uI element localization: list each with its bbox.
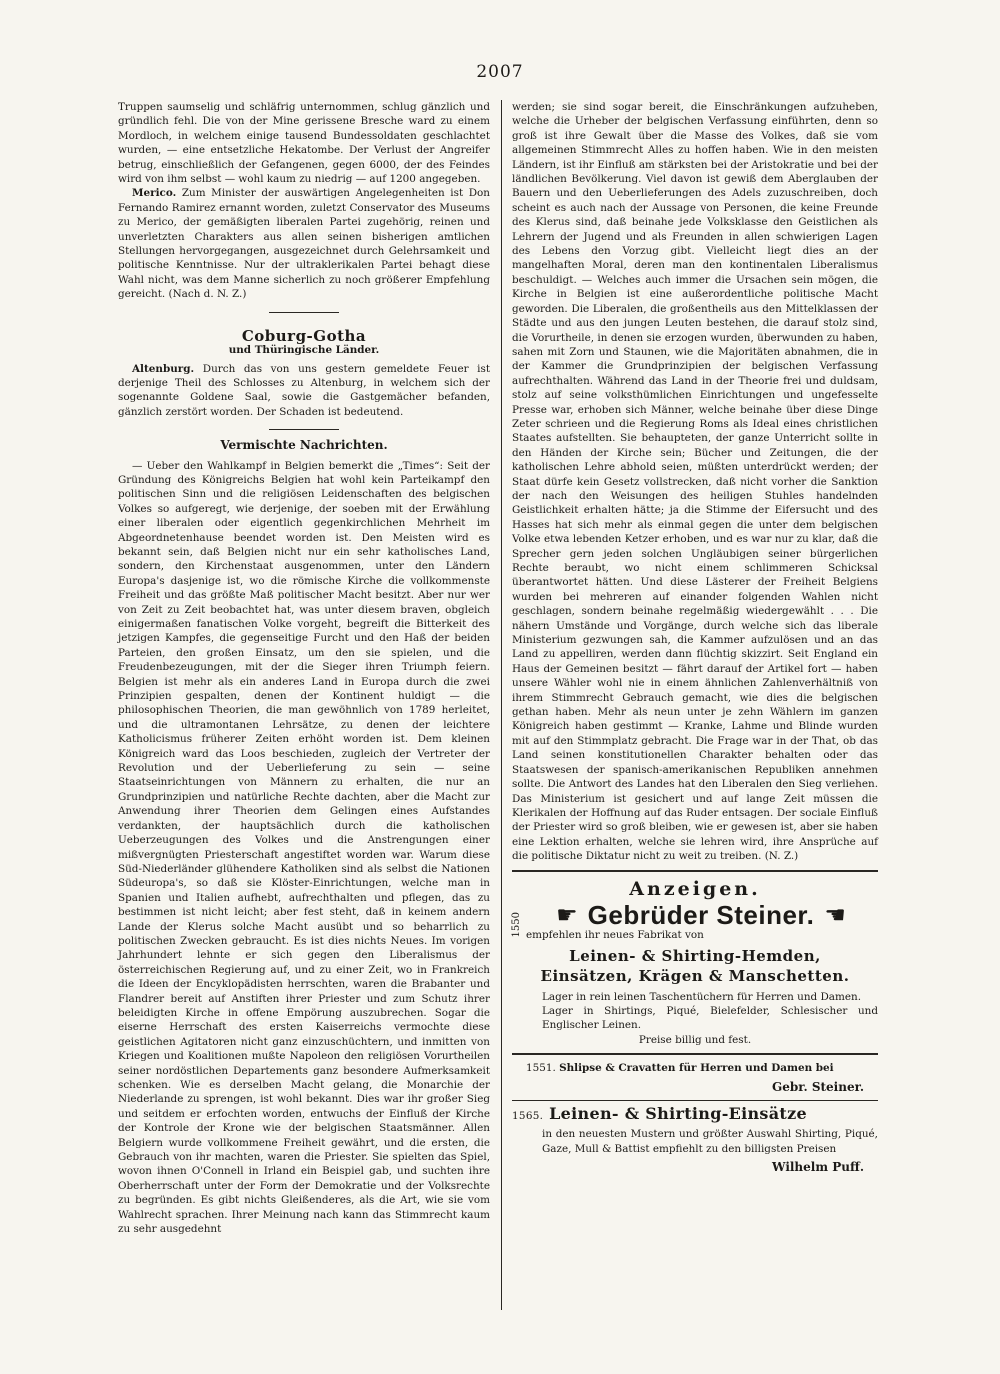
altenburg-text: Durch das von uns gestern gemeldete Feuer ist derjenige Theil des Schlosses zu Altenburg, in welchem sich der sogenannte Goldene Saal, sowie die Gastgemächer befanden, gänzlich zerstört worden. Der Schaden ist bedeutend. bbox=[118, 362, 490, 418]
section-divider bbox=[269, 429, 339, 430]
right-column bbox=[512, 100, 878, 1175]
ad-signature: Wilhelm Puff. bbox=[772, 1160, 864, 1175]
ad-line bbox=[512, 1061, 878, 1075]
ad-cravatten bbox=[512, 1061, 878, 1094]
mexico-article bbox=[118, 186, 490, 301]
ads-top-rule bbox=[512, 870, 878, 872]
belgium-continuation: werden; sie sind sogar bereit, die Einschränkungen aufzuheben, welche die Urheber der belgischen Verfassung einführten, denn so groß ist ihre Gewalt über die Masse des Volkes, daß sie vom allgemeinen Stimmrecht Alles zu hoffen haben. Wie in den meisten Ländern, ist ihr Einfluß am stärksten bei der Aristokratie und bei der ländlichen Bevölkerung. Viel davon ist gewiß dem Aberglauben der Bauern und den Ueberlieferungen des Adels zuzuschreiben, doch scheint es auch nach der Aussage von Personen, die keine Freunde des Klerus sind, daß beinahe jede Volksklasse den Geistlichen als Lehrern der Jugend und als Freunden in allen schwierigen Lagen des Lebens den Vorzug gibt. Vielleicht liegt dies an der mangelhaften Moral, deren man den kontinentalen Liberalismus beschuldigt. — Welches auch immer die Ursachen sein mögen, die Kirche in Belgien ist eine außerordentliche politische Macht geworden. Die Liberalen, die großentheils aus den Mittelklassen der Städte und aus den jungen Leuten bestehen, die darauf stolz sind, die Vorurtheile, in denen sie erzogen wurden, überwunden zu haben, sahen mit Zorn und Staunen, wie die Majoritäten abnahmen, die in der Kammer die Grundprinzipien der belgischen Verfassung aufrechthalten. Während das Land in der Theorie frei und duldsam, stolz auf seine volksthümlichen Einrichtungen und ungefesselte Presse war, erhoben sich Männer, welche beinahe über diese Dinge Zeter schrieen und die Regierung Roms als Ideal eines christlichen Staates aufstellten. Sie behaupteten, der ganze Unterricht sollte in den Händen der Kirche sein; Bücher und Zeitungen, die der katholischen Lehre abhold seien, müßten unterdrückt werden; der Staat dürfe kein Gesetz vollstrecken, daß nicht vorher die Sanktion der nach den Weisungen des heiligen Stuhles handelnden Geistlichkeit erhalten hätte; ja die Stimme der Eifersucht und des Hasses hat sich mehr als einmal gegen die unter dem belgischen Volke etwa lebenden Ketzer erhoben, und es war nur zu klar, daß die Sprecher gern jeden solchen Ungläubigen seiner bürgerlichen Rechte beraubt, wo nicht einem schlimmeren Schicksal überantwortet hätten. Und diese Lästerer der Freiheit Belgiens wurden bei mehreren auf einander folgenden Wahlen nicht geschlagen, sondern beinahe regelmäßig wiedergewählt . . . Die nähern Umstände und Vorgänge, durch welche sich das liberale Ministerium gezwungen sah, die Kammer aufzulösen und an das Land zu appelliren, werden dann flüchtig skizzirt. Seit England ein Haus der Gemeinen besitzt — fährt darauf der Artikel fort — haben unsere Wähler wohl nie in einem ähnlichen Zahlenverhältniß von ihrem Stimmrecht Gebrauch gemacht, wie dies die belgischen gethan haben. Mehr als neun unter je zehn Wählern im ganzen Königreich haben gestimmt — Kranke, Lahme und Blinde wurden mit auf den Stimmplatz gebracht. Die Frage war in der That, ob das Land seinen konstitutionellen Charakter behalten oder das Staatswesen der spanisch-amerikanischen Republiken annehmen sollte. Die Antwort des Landes hat den Liberalen den Sieg verliehen. Das Ministerium ist gesichert und auf lange Zeit müssen die Klerikalen der Hoffnung auf das Ruder entsagen. Der sociale Einfluß der Priester wird so groß bleiben, wie er gewesen ist, aber sie haben eine Lektion erhalten, welche sie lehren wird, ihre Ansprüche auf die politische Diktatur nicht zu weit zu treiben. (N. Z.) bbox=[512, 101, 878, 863]
ad-steiner bbox=[511, 899, 878, 1047]
ad-heading bbox=[512, 1104, 878, 1123]
firm-name: Gebrüder Steiner. bbox=[587, 899, 815, 930]
vermischte-heading: Vermischte Nachrichten. bbox=[220, 438, 388, 453]
column-divider bbox=[501, 100, 502, 1310]
mexico-text: Zum Minister der auswärtigen Angelegenheiten ist Don Fernando Ramirez ernannt worden, zuletzt Conservator des Museums zu Merico, der gemäßigten liberalen Partei zugehörig, reinen und unverletzten Charakters aus allen seinen bisherigen amtlichen Stellungen hervorgegangen, ausgezeichnet durch Gelehrsamkeit und politische Kenntnisse. Nur der ultraklerikalen Partei behagt diese Wahl nicht, was dem Manne sicherlich zu noch größerer Empfehlung gereicht. (Nach d. N. Z.) bbox=[118, 187, 490, 301]
ad-product: Leinen- & Shirting-Hemden, bbox=[569, 946, 821, 965]
section-divider bbox=[269, 312, 339, 313]
coburg-subheading: und Thüringische Länder. bbox=[228, 344, 380, 357]
mexico-lead: Merico. bbox=[132, 187, 177, 200]
anzeigen-title: Anzeigen. bbox=[629, 877, 761, 900]
ad-separator bbox=[512, 1053, 878, 1055]
ad-line: empfehlen ihr neues Fabrikat von bbox=[526, 929, 704, 942]
altenburg-article bbox=[118, 362, 490, 420]
belgium-article: — Ueber den Wahlkampf in Belgien bemerkt die „Times“: Seit der Gründung des Königreichs Belgien hat wohl kein Parteikampf den politischen Sinn und die religiösen Leidenschaften des belgischen Volkes so aufgeregt, wie derjenige, der soeben mit der Erwählung einer liberalen oder eigentlich gegenkirchlichen Mehrheit im Abgeordnetenhause beendet worden ist. Den Meisten wird es bekannt sein, daß Belgien nicht nur ein sehr katholisches Land, sondern, den Kirchenstaat ausgenommen, unter den Ländern Europa's dasjenige ist, wo die römische Kirche die vollkommenste Freiheit und das größte Maß politischer Macht besitzt. Aber nur wer von Zeit zu Zeit beobachtet hat, was unter diesem braven, obgleich einigermaßen fanatischen Volke vorgeht, begreift die Bitterkeit des jetzigen Kampfes, die gegenseitige Furcht und den Haß der beiden Parteien, den großen Einsatz, um den sie spielen, und die Freudenbezeugungen, mit der die Sieger ihren Triumph feiern. Belgien ist mehr als ein anderes Land in Europa durch die zwei Prinzipien gespalten, denen der Kontinent huldigt — die philosophischen Theorien, die man gewöhnlich von 1789 herleitet, und die ultramontanen Lehrsätze, zu denen der leichtere Katholicismus früherer Zeiten erhöht worden ist. Dem kleinen Königreich ward das Loos beschieden, zugleich der Vertreter der Revolution und der Ueberlieferung zu sein — seine Staatseinrichtungen von Männern zu erhalten, die nur an Grundprinzipien und natürliche Rechte dachten, aber die Macht zur Anwendung ihrer Theorien dem Gelingen eines Aufstandes verdankten, der hauptsächlich durch die katholischen Ueberzeugungen des Volkes und die Anstrengungen einer mißvergnügten Priesterschaft angestiftet worden war. Warum diese Süd-Niederländer glühendere Katholiken sind als selbst die Nationen Südeuropa's, so daß sie Klöster-Einrichtungen, welche man in Spanien und Italien aufhebt, aufrechthalten und pflegen, das zu bestimmen ist nicht leicht; aber fest steht, daß in keinem andern Lande der Klerus solche Macht ausübt und so beharrlich zu politischen Zwecken gebraucht. Es ist dies nichts Neues. Im vorigen Jahrhundert lehnte er sich gegen den Liberalismus der österreichischen Regierung auf, und zu einer Zeit, wo in Frankreich die Ideen der Encyklopädisten herrschten, waren die Brabanter und Flandrer bereit auf Anstiften ihrer Priester und zum Schutz ihrer beleidigten Kirche in offene Empörung auszubrechen. Sogar die eiserne Herrschaft des ersten Kaiserreichs vermochte diese geistlichen Agitatoren nicht ganz einzuschüchtern, und inmitten von Kriegen und Koalitionen mußte Napoleon den religiösen Vorurtheilen seiner nordöstlichen Departements ganz besondere Aufmerksamkeit schenken. Wie es derselben Macht gelang, die Monarchie der Niederlande zu sprengen, ist wohl bekannt. Dies war ihr großer Sieg und seitdem er erfochten worden, entwuchs der Einfluß der Kirche der Kontrole der Krone wie der belgischen Staatsmänner. Allen Belgiern wurde vollkommene Freiheit gewährt, und die ersten, die Gebrauch von ihr machten, waren die Priester. Sie spielten das Spiel, wovon ihnen O'Connell in Irland ein Beispiel gab, und suchten ihre Oberherrschaft unter der Form der Demokratie und der Volksrechte zu begründen. Es gibt nichts Gleißenderes, als die Art, wie sie vom Wahlrecht sprachen. Ihrer Meinung nach kann das Stimmrecht kaum zu sehr ausgedehnt bbox=[118, 459, 490, 1236]
ad-heading-text: Leinen- & Shirting-Einsätze bbox=[549, 1104, 807, 1123]
ad-product: Einsätzen, Krägen & Manschetten. bbox=[540, 967, 850, 986]
altenburg-lead: Altenburg. bbox=[132, 362, 195, 375]
ad-puff bbox=[512, 1104, 878, 1175]
ad-line: Preise billig und fest. bbox=[638, 1033, 752, 1046]
page-number: 2007 bbox=[476, 62, 524, 82]
pointing-hand-left-icon: ☚ bbox=[824, 900, 846, 929]
intro-paragraph: Truppen saumselig und schläfrig unternommen, schlug gänzlich und gründlich fehl. Die von der Mine gerissene Bresche ward zu einem Mordloch, in welchem einige tausend Bundessoldaten geschlachtet wurden, — eine entsetzliche Hekatombe. Der Verlust der Angreifer betrug, einschließlich der Gefangenen, gegen 6000, der des Feindes wird von ihm selbst — wohl kaum zu niedrig — auf 1200 angegeben. bbox=[118, 101, 490, 186]
ad-separator bbox=[512, 1100, 878, 1101]
coburg-heading: Coburg-Gotha bbox=[241, 326, 367, 345]
ad-number: 1551. bbox=[526, 1062, 556, 1075]
firm-row bbox=[524, 899, 878, 930]
ad-text: Shlipse & Cravatten für Herren und Damen bei bbox=[559, 1062, 834, 1075]
ad-number: 1550 bbox=[511, 911, 522, 938]
left-column bbox=[118, 100, 490, 1236]
ad-line: Lager in Shirtings, Piqué, Bielefelder, Schlesischer und Englischer Leinen. bbox=[542, 1004, 878, 1032]
ad-line: Lager in rein leinen Taschentüchern für Herren und Damen. bbox=[542, 990, 861, 1003]
ad-text: in den neuesten Mustern und größter Auswahl Shirting, Piqué, Gaze, Mull & Battist empfiehlt zu den billigsten Preisen bbox=[542, 1128, 878, 1155]
pointing-hand-icon: ☛ bbox=[556, 900, 578, 929]
ad-signature: Gebr. Steiner. bbox=[771, 1079, 864, 1094]
ad-number: 1565. bbox=[512, 1110, 544, 1122]
